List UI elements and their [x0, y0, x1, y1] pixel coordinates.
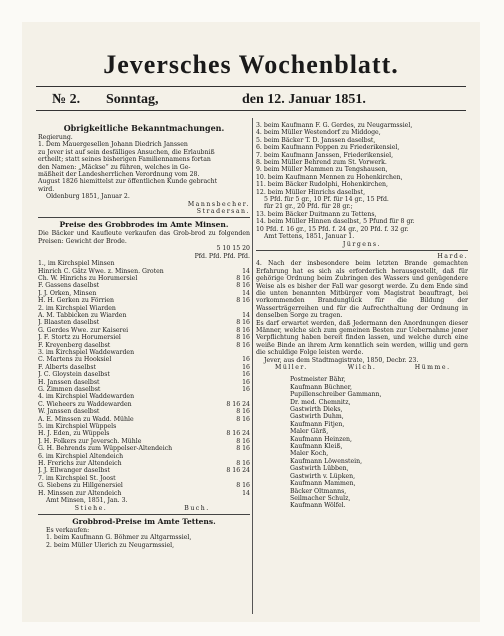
- price-row: [38, 334, 250, 341]
- price-row-name: W. Janssen daselbst: [38, 408, 100, 416]
- price-row: [38, 305, 250, 312]
- price-unit: Pfd. Pfd. Pfd. Pfd.: [194, 252, 250, 260]
- appointee-name: Kaufmann Mammen,: [290, 480, 356, 488]
- price-row-values: 8 16: [236, 445, 250, 453]
- price-row-values: 8 16: [236, 341, 250, 349]
- tettens-line: 3. beim Kaufmann F. G. Gerdes, zu Neugarmssiel,: [256, 122, 413, 129]
- regierung-notice: [38, 141, 250, 193]
- price-row: [38, 371, 250, 378]
- price-row: [38, 327, 250, 334]
- price-row: [38, 460, 250, 467]
- tettens-prices-1: 5 Pfd. für 5 gr., 10 Pf. für 14 gr., 15 Pfd.: [264, 196, 389, 204]
- price-row-name: Hinrich C. Gätz Wwe. z. Minsen. Groten: [38, 267, 164, 275]
- name-list: [256, 376, 468, 509]
- appointee-name: Maler Gärß,: [290, 428, 329, 436]
- price-row-name: F. Gassens daselbst: [38, 282, 100, 290]
- appointee-name: Kaufmann Fitjen,: [290, 420, 345, 428]
- fire-notice-text-2: Es darf erwartet werden, daß Jedermann den Anordnungen dieser Männer, welche sich zum gemeinen Besten zur Uebernahme jener Verpflichtung haben bereit finden lassen, und welche durch eine weiße Binde an ihrem Arm kenntlich sein werden, willig und gern die schuldige Folge leisten werde.: [256, 319, 468, 357]
- tettens-line: 13. beim Bäcker Duitmann zu Tettens,: [256, 210, 377, 218]
- tettens-signature: Jürgens.: [342, 240, 382, 248]
- price-row: [38, 490, 250, 497]
- price-row-values: 8 16 24: [226, 430, 250, 438]
- price-row-values: 8 16: [236, 274, 250, 282]
- price-row: [38, 475, 250, 482]
- price-row-name: J. J. Ellwanger daselbst: [38, 467, 110, 475]
- price-row: [38, 342, 250, 349]
- masthead-rule: [36, 86, 466, 87]
- price-row-values: [198, 393, 250, 400]
- price-row-name: G. Siebens zu Hillgenersiel: [38, 482, 123, 490]
- price-row-name: J. C. Gloystein daselbst: [38, 371, 110, 379]
- price-row-name: J. F. Stortz zu Horumersiel: [38, 334, 121, 342]
- price-intro: Die Bäcker und Kaufleute verkaufen das Grob-brod zu folgenden Preisen: Gewicht der Brode.: [38, 230, 250, 245]
- price-row-name: H. Frerichs zur Altendeich: [38, 460, 122, 468]
- price-row-values: [198, 453, 250, 460]
- appointee-name: Gastwirth Duhm,: [290, 413, 344, 421]
- price-row-name: C. Martens zu Hooksiel: [38, 356, 112, 364]
- price-row: [38, 453, 250, 460]
- price-row-values: 8 16: [236, 334, 250, 342]
- appointee-name: Pupillenschreiber Gammann,: [290, 391, 382, 399]
- price-row-values: [198, 305, 250, 312]
- price-row-values: 14: [242, 289, 250, 297]
- price-row-name: 3. im Kirchspiel Waddewarden: [38, 348, 135, 356]
- price-row-values: [198, 260, 250, 267]
- tettens-line: 12. beim Müller Hinrichs daselbst,: [256, 188, 366, 196]
- price-row-name: 5. im Kirchspiel Wüppels: [38, 423, 117, 431]
- price-row-name: G. Zimmen daselbst: [38, 386, 101, 393]
- column-divider: [252, 118, 253, 614]
- price-row-values: 16: [242, 356, 250, 364]
- issue-date: den 12. Januar 1851.: [242, 92, 366, 107]
- price-row-name: H. Janssen daselbst: [38, 378, 100, 386]
- fire-notice-text: 4. Nach der insbesondere beim letzten Brande gemachten Erfahrung hat es sich als erforderlich herausgestellt, daß für gehörige Ordnung beim Zubringen des Wassers und genügendere Weise als es bisher der Fall war gesorgt werde. Zu dem Ende sind die unten benannten Mitbürger vom Magistrat beauftragt, bei vorkommenden Brandunglück für die Bildung der Wasserträgerreihen und für die Aufrechthaltung der Ordnung in denselben Sorge zu tragen.: [256, 260, 468, 320]
- price-row-values: 8 16: [236, 326, 250, 334]
- price-row-name: F. Alberts daselbst: [38, 363, 97, 371]
- tettens-line: 8. beim Müller Behrend zum St. Vorwerk.: [256, 159, 387, 167]
- price-row-name: A. E. Minssen zu Wadd. Mühle: [38, 415, 134, 423]
- price-row: [38, 268, 250, 275]
- price-row: [38, 467, 250, 474]
- price-row-values: 8 16: [236, 297, 250, 305]
- tettens-line: 9. beim Müller Mammen zu Tengshausen,: [256, 166, 388, 174]
- price-date: Amt Minsen, 1851, Jan. 3.: [46, 497, 128, 505]
- issue-number: № 2.: [52, 92, 81, 107]
- price-row: [38, 423, 250, 430]
- issue-day: Sonntag,: [106, 92, 159, 107]
- price-row: [38, 386, 250, 393]
- left-column: [38, 122, 250, 549]
- price-row-values: 16: [242, 371, 250, 379]
- appointee-name: Gastwirth Dieks,: [290, 406, 343, 414]
- price-row-name: J. Blaasten daselbst: [38, 319, 100, 327]
- price-row: [38, 438, 250, 445]
- price-row-values: [198, 475, 250, 482]
- price-row-values: 8 16: [236, 415, 250, 423]
- price-row-name: 2. im Kirchspiel Wiarden: [38, 304, 116, 312]
- notice-signature-3: Hümme.: [414, 364, 451, 371]
- tettens-prices-2: für 21 gr., 20 Pfd. für 28 gr.;: [264, 203, 353, 211]
- price-row-name: 4. im Kirchspiel Waddewarden: [38, 393, 135, 401]
- price-row-values: 8 16 24: [226, 467, 250, 475]
- tettens-line: 5. beim Bäcker T. D. Janssen daselbst,: [256, 136, 376, 144]
- notice-line: August 1826 hiemittelst zur öffentlichen Kunde gebracht: [38, 178, 218, 186]
- appointee-name: Seilmacher Schulz,: [290, 494, 351, 502]
- price-row: [38, 282, 250, 289]
- price-row-values: 8 16: [236, 408, 250, 416]
- appointee-name: Gastwirth v. Lüpken,: [290, 472, 356, 480]
- price-row-values: [198, 423, 250, 430]
- tettens-line: 4. beim Müller Westendorf zu Middoge,: [256, 129, 381, 137]
- tettens-line: 1. beim Kaufmann G. Böhmer zu Altgarmssiel,: [46, 534, 192, 542]
- price-row: [38, 430, 250, 437]
- price-title: Preise des Grobbrodes im Amte Minsen.: [59, 220, 229, 230]
- notice-signatures: [256, 364, 468, 371]
- appointee-name: Kaufmann Büchner,: [290, 383, 352, 391]
- price-row-name: H. H. Gerken zu Förrien: [38, 297, 115, 305]
- price-columns: 5 10 15 20: [216, 245, 250, 253]
- tettens-line: 10 Pfd. f. 16 gr., 15 Pfd. f. 24 gr., 20 Pfd. f. 32 gr.: [256, 225, 409, 233]
- regierung-signature-1: Mannsbecher.: [187, 200, 250, 208]
- price-row-name: Ch. W. Hinrichs zu Horumersiel: [38, 274, 138, 282]
- tettens-line: 11. beim Bäcker Rudolphi, Hohenkirchen,: [256, 181, 388, 189]
- price-row-name: J. H. Folkers zur Jeversch. Mühle: [38, 437, 142, 445]
- tettens-date: Amt Tettens, 1851, Januar 1.: [264, 233, 355, 241]
- appointee-name: Kaufmann Löwenstein,: [290, 457, 363, 465]
- tettens-line: 10. beim Kaufmann Mennen zu Hohenkirchen,: [256, 173, 403, 181]
- price-row-values: 8 16 24: [226, 400, 250, 408]
- price-row-values: 16: [242, 378, 250, 386]
- price-row-name: H. J. Eden, zu Wüppels: [38, 430, 110, 438]
- price-row-name: 1., im Kirchspiel Minsen: [38, 260, 115, 268]
- masthead: Jeversches Wochenblatt.: [103, 50, 399, 79]
- price-row-values: 14: [242, 489, 250, 497]
- regierung-label: Regierung.: [38, 134, 73, 141]
- price-row-name: C. Wieheers zu Waddewarden: [38, 400, 132, 408]
- price-row-values: [198, 349, 250, 356]
- tettens-list-right-b: [256, 211, 468, 233]
- right-column: [256, 122, 468, 510]
- dateline-rule: [36, 110, 466, 111]
- appointee-name: Kaufmann Kleiß,: [290, 443, 343, 451]
- tettens-line: 7. beim Kaufmann Janssen, Friederikensiel,: [256, 151, 394, 159]
- appointee-name: Dr. med. Chemnitz,: [290, 398, 351, 406]
- tettens-line: 2. beim Müller Ulerich zu Neugarmssiel,: [46, 541, 175, 549]
- price-row: [38, 312, 250, 319]
- tettens-intro: Es verkaufen:: [46, 526, 90, 534]
- price-row: [38, 379, 250, 386]
- price-row: [38, 393, 250, 400]
- price-row: [38, 297, 250, 304]
- price-row: [38, 349, 250, 356]
- notice-line: 1. Dem Mauergesellen Johann Diedrich Janssen: [38, 141, 188, 149]
- price-row-name: 6. im Kirchspiel Altendeich: [38, 452, 124, 460]
- price-row: [38, 275, 250, 282]
- price-row-name: G. H. Behrends zum Wüppelser-Altendeich: [38, 445, 173, 453]
- price-row-name: J. J. Orken, Minsen: [38, 289, 97, 297]
- price-row-name: 7. im Kirchspiel St. Joost: [38, 474, 116, 482]
- divider: [38, 514, 250, 515]
- notice-signature-2: Wilch.: [347, 364, 377, 371]
- price-row: [38, 364, 250, 371]
- price-row: [38, 416, 250, 423]
- price-list: [38, 260, 250, 497]
- tettens-line: 6. beim Kaufmann Poppen zu Friederikensiel,: [256, 144, 400, 152]
- appointee-name: Kaufmann Heinzen,: [290, 435, 352, 443]
- appointee-name: Bäcker Oltmanns,: [290, 487, 347, 495]
- price-row-values: 8 16: [236, 319, 250, 327]
- price-row: [38, 290, 250, 297]
- notice-line: ertheilt; statt seines bisherigen Familiennamens fortan: [38, 156, 211, 164]
- appointee-name: Maler Koch,: [290, 450, 329, 458]
- appointee-name: Kaufmann Wölfel.: [290, 502, 346, 510]
- dateline: [36, 92, 466, 108]
- price-signatures: [38, 505, 250, 512]
- price-row: [38, 260, 250, 267]
- price-row-values: 8 16: [236, 460, 250, 468]
- price-row-name: F. Kreyenberg daselbst: [38, 341, 111, 349]
- price-row: [38, 445, 250, 452]
- regierung-date: Oldenburg 1851, Januar 2.: [46, 193, 130, 201]
- section-title: Obrigkeitliche Bekanntmachungen.: [63, 123, 225, 133]
- newspaper-page: [22, 22, 480, 622]
- divider: [256, 250, 468, 251]
- divider: [38, 217, 250, 218]
- price-row-values: 14: [242, 311, 250, 319]
- price-row-name: A. M. Tabbicken zu Wiarden: [38, 311, 127, 319]
- tettens-line: 14. beim Müller Hinnen daselbst, 5 Pfund für 8 gr.: [256, 218, 415, 226]
- price-row: [38, 356, 250, 363]
- price-signature-2: Buch.: [184, 504, 210, 512]
- price-row: [38, 408, 250, 415]
- price-row: [38, 401, 250, 408]
- price-row-name: H. Minssen zur Altendeich: [38, 489, 122, 497]
- price-row-values: 14: [242, 267, 250, 275]
- notice-line: wird.: [38, 185, 55, 193]
- price-row-values: 16: [242, 363, 250, 371]
- price-row-values: 8 16: [236, 282, 250, 290]
- notice-line: zu Jever ist auf sein desfälliges Ansuchen, die Erlaubniß: [38, 148, 215, 156]
- price-row-values: 8 16: [236, 437, 250, 445]
- appointee-name: Postmeister Bähr,: [290, 376, 346, 384]
- price-row-values: 16: [242, 386, 250, 393]
- price-row: [38, 319, 250, 326]
- notice-heading-signature: Harde.: [437, 252, 468, 260]
- price-row-name: G. Gerdes Wwe. zur Kaiserei: [38, 326, 129, 334]
- price-signature-1: Stiehe.: [74, 504, 108, 512]
- price-row: [38, 482, 250, 489]
- tettens-title: Grobbrod-Preise im Amte Tettens.: [72, 516, 216, 526]
- appointee-name: Gastwirth Lübben,: [290, 465, 349, 473]
- tettens-list-right: [256, 122, 468, 196]
- notice-line: mäßheit der Landesherrlichen Verordnung vom 28.: [38, 171, 200, 179]
- regierung-signature-2: Stradersan.: [196, 208, 250, 216]
- notice-date: Jever, aus dem Stadtmagistrate, 1850, Decbr. 23.: [264, 356, 419, 364]
- price-row-values: 8 16: [236, 482, 250, 490]
- notice-line: den Namen: „Mäckse“ zu führen, welches in Ge-: [38, 163, 191, 171]
- notice-signature-1: Müller.: [274, 364, 308, 371]
- tettens-list-left: [38, 534, 250, 549]
